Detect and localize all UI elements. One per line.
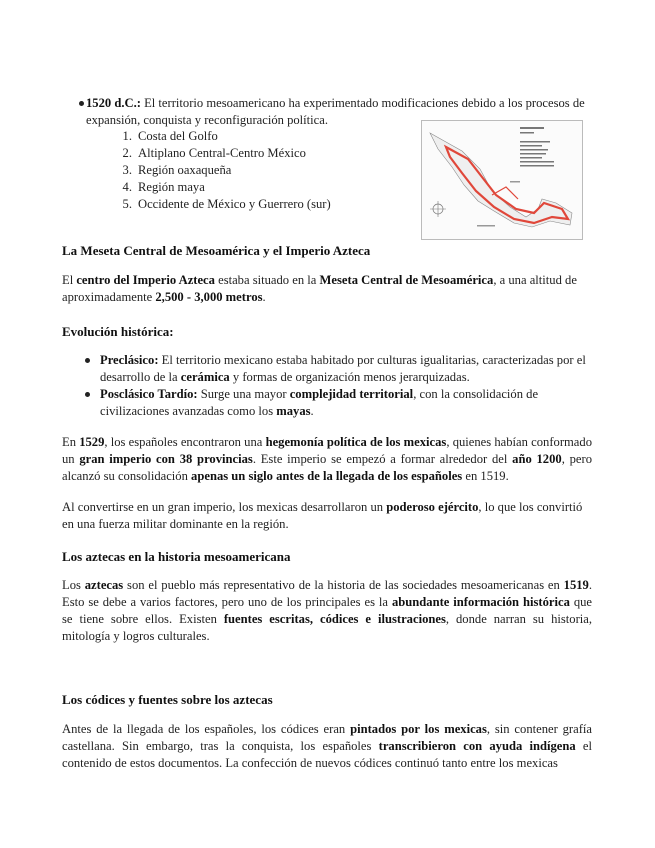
list-item: 3. Región oaxaqueña <box>122 163 232 177</box>
intro-text: El territorio mesoamericano ha experimentado modificaciones debido a los procesos de expansión, conquista y reconfiguración política. <box>86 96 585 127</box>
intro-date: 1520 d.C.: <box>86 96 141 110</box>
section-heading: La Meseta Central de Mesoamérica y el Imperio Azteca <box>62 243 371 258</box>
paragraph: En 1529, los españoles encontraron una hegemonía política de los mexicas, quienes habían conformado un gran imperio con 38 provincias. Este imperio se empezó a formar alrededor del año 1200, pero alcanzó su consolidación apenas un siglo antes de la llegada de los españoles en 1519. <box>62 435 592 483</box>
paragraph: Antes de la llegada de los españoles, los códices eran pintados por los mexicas, sin contener grafía castellana. Sin embargo, tras la conquista, los españoles transcribieron con ayuda indígena el contenido de estos documentos. La confección de nuevos códices continuó tanto entre los mexicas <box>62 722 592 770</box>
bullet-dot <box>79 101 84 106</box>
map-illustration <box>422 121 582 239</box>
paragraph: Al convertirse en un gran imperio, los mexicas desarrollaron un poderoso ejército, lo que los convirtió en una fuerza militar dominante en la región. <box>62 500 583 531</box>
list-item: 5. Occidente de México y Guerrero (sur) <box>122 197 331 211</box>
paragraph: El centro del Imperio Azteca estaba situado en la Meseta Central de Mesoamérica, a una altitud de aproximadamente 2,500 - 3,000 metros. <box>62 273 577 304</box>
section-heading: Evolución histórica: <box>62 324 174 339</box>
list-item: 4. Región maya <box>122 180 205 194</box>
regions-list <box>112 128 372 213</box>
list-item: Posclásico Tardío: Surge una mayor complejidad territorial, con la consolidación de civilizaciones avanzadas como los mayas. <box>80 386 590 420</box>
list-item: 2. Altiplano Central-Centro México <box>122 146 306 160</box>
paragraph: Los aztecas son el pueblo más representativo de la historia de las sociedades mesoamericanas en 1519. Esto se debe a varios factores, pero uno de los principales es la abundante información histórica que se tiene sobre ellos. Existen fuentes escritas, códices e ilustraciones, donde narran su historia, mitología y logros culturales. <box>62 578 592 643</box>
evolution-list <box>80 352 590 420</box>
section-heading: Los códices y fuentes sobre los aztecas <box>62 692 273 707</box>
section-heading: Los aztecas en la historia mesoamericana <box>62 549 291 564</box>
list-item: 1. Costa del Golfo <box>122 129 218 143</box>
mesoamerica-map-image <box>421 120 583 240</box>
list-item: Preclásico: El territorio mexicano estaba habitado por culturas igualitarias, caracterizadas por el desarrollo de la cerámica y formas de organización menos jerarquizadas. <box>80 352 590 386</box>
